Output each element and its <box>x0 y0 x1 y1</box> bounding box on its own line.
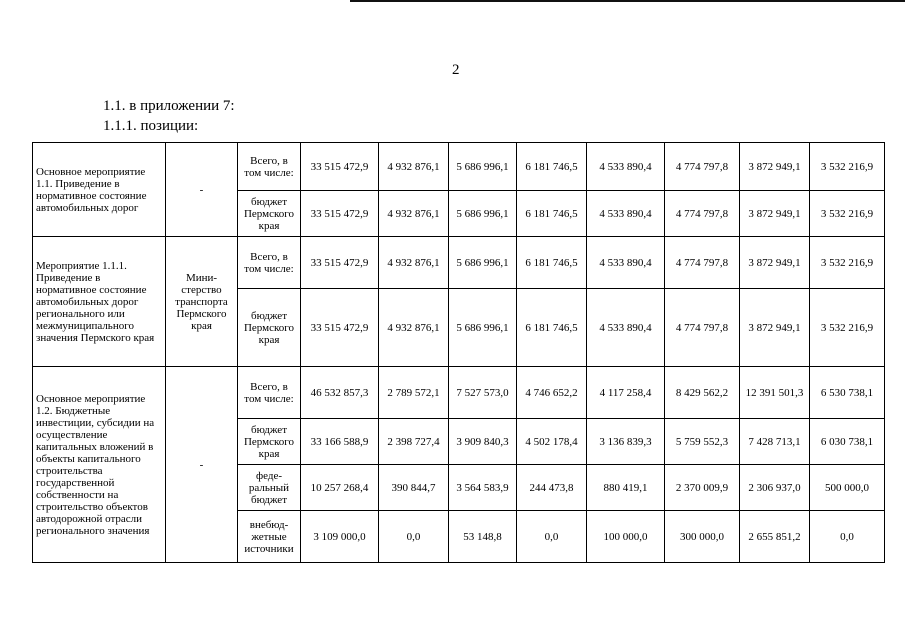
amount-cell: 33 515 472,9 <box>301 191 379 237</box>
amount-cell: 5 759 552,3 <box>665 419 740 465</box>
amount-cell: 3 909 840,3 <box>449 419 517 465</box>
amount-cell: 33 515 472,9 <box>301 237 379 289</box>
funding-source: Всего, в том числе: <box>238 143 301 191</box>
heading-positions: 1.1.1. позиции: <box>103 118 199 134</box>
funding-source: феде-ральный бюджет <box>238 465 301 511</box>
amount-cell: 5 686 996,1 <box>449 143 517 191</box>
amount-cell: 4 117 258,4 <box>587 367 665 419</box>
amount-cell: 6 030 738,1 <box>810 419 885 465</box>
amount-cell: 2 306 937,0 <box>740 465 810 511</box>
amount-cell: 3 136 839,3 <box>587 419 665 465</box>
amount-cell: 3 532 216,9 <box>810 191 885 237</box>
amount-cell: 0,0 <box>517 511 587 563</box>
amount-cell: 5 686 996,1 <box>449 191 517 237</box>
amount-cell: 3 532 216,9 <box>810 237 885 289</box>
amount-cell: 880 419,1 <box>587 465 665 511</box>
amount-cell: 0,0 <box>810 511 885 563</box>
amount-cell: 53 148,8 <box>449 511 517 563</box>
funding-source: бюджет Пермского края <box>238 289 301 367</box>
amount-cell: 7 428 713,1 <box>740 419 810 465</box>
amount-cell: 46 532 857,3 <box>301 367 379 419</box>
responsible-executor: - <box>166 143 238 237</box>
amount-cell: 4 533 890,4 <box>587 289 665 367</box>
funding-source: Всего, в том числе: <box>238 367 301 419</box>
funding-source: бюджет Пермского края <box>238 191 301 237</box>
page-number: 2 <box>452 62 460 78</box>
amount-cell: 33 515 472,9 <box>301 289 379 367</box>
amount-cell: 10 257 268,4 <box>301 465 379 511</box>
funding-table <box>32 142 885 563</box>
amount-cell: 3 532 216,9 <box>810 143 885 191</box>
amount-cell: 3 564 583,9 <box>449 465 517 511</box>
amount-cell: 3 109 000,0 <box>301 511 379 563</box>
amount-cell: 4 774 797,8 <box>665 143 740 191</box>
amount-cell: 6 181 746,5 <box>517 237 587 289</box>
amount-cell: 2 655 851,2 <box>740 511 810 563</box>
table-row <box>33 237 885 289</box>
amount-cell: 300 000,0 <box>665 511 740 563</box>
amount-cell: 7 527 573,0 <box>449 367 517 419</box>
funding-source: Всего, в том числе: <box>238 237 301 289</box>
amount-cell: 4 774 797,8 <box>665 289 740 367</box>
responsible-executor: - <box>166 367 238 563</box>
amount-cell: 0,0 <box>379 511 449 563</box>
amount-cell: 4 774 797,8 <box>665 237 740 289</box>
amount-cell: 2 398 727,4 <box>379 419 449 465</box>
activity-description: Основное мероприятие 1.1. Приведение в нормативное состояние автомобильных дорог <box>33 143 166 237</box>
amount-cell: 12 391 501,3 <box>740 367 810 419</box>
table-row <box>33 367 885 419</box>
amount-cell: 6 181 746,5 <box>517 143 587 191</box>
amount-cell: 3 872 949,1 <box>740 143 810 191</box>
top-border-line <box>350 0 905 2</box>
amount-cell: 4 502 178,4 <box>517 419 587 465</box>
amount-cell: 4 746 652,2 <box>517 367 587 419</box>
amount-cell: 6 181 746,5 <box>517 191 587 237</box>
responsible-executor: Мини-стерство транспорта Пермского края <box>166 237 238 367</box>
amount-cell: 33 166 588,9 <box>301 419 379 465</box>
amount-cell: 4 932 876,1 <box>379 289 449 367</box>
amount-cell: 100 000,0 <box>587 511 665 563</box>
amount-cell: 33 515 472,9 <box>301 143 379 191</box>
activity-description: Основное мероприятие 1.2. Бюджетные инвестиции, субсидии на осуществление капитальных вложений в объекты капитального строительства государственной собственности на строительство объектов автодорожной отрасли регионального значения <box>33 367 166 563</box>
amount-cell: 4 932 876,1 <box>379 237 449 289</box>
amount-cell: 5 686 996,1 <box>449 289 517 367</box>
funding-source: внебюд-жетные источники <box>238 511 301 563</box>
activity-description: Мероприятие 1.1.1. Приведение в нормативное состояние автомобильных дорог регионального или межмуниципального значения Пермского края <box>33 237 166 367</box>
amount-cell: 2 789 572,1 <box>379 367 449 419</box>
amount-cell: 3 872 949,1 <box>740 237 810 289</box>
amount-cell: 5 686 996,1 <box>449 237 517 289</box>
amount-cell: 3 872 949,1 <box>740 289 810 367</box>
amount-cell: 2 370 009,9 <box>665 465 740 511</box>
amount-cell: 390 844,7 <box>379 465 449 511</box>
amount-cell: 244 473,8 <box>517 465 587 511</box>
funding-source: бюджет Пермского края <box>238 419 301 465</box>
amount-cell: 6 530 738,1 <box>810 367 885 419</box>
amount-cell: 3 872 949,1 <box>740 191 810 237</box>
amount-cell: 500 000,0 <box>810 465 885 511</box>
amount-cell: 4 533 890,4 <box>587 191 665 237</box>
amount-cell: 4 533 890,4 <box>587 143 665 191</box>
amount-cell: 3 532 216,9 <box>810 289 885 367</box>
amount-cell: 4 932 876,1 <box>379 143 449 191</box>
heading-appendix: 1.1. в приложении 7: <box>103 98 235 114</box>
amount-cell: 4 932 876,1 <box>379 191 449 237</box>
table-row <box>33 143 885 191</box>
amount-cell: 4 533 890,4 <box>587 237 665 289</box>
amount-cell: 8 429 562,2 <box>665 367 740 419</box>
amount-cell: 4 774 797,8 <box>665 191 740 237</box>
amount-cell: 6 181 746,5 <box>517 289 587 367</box>
